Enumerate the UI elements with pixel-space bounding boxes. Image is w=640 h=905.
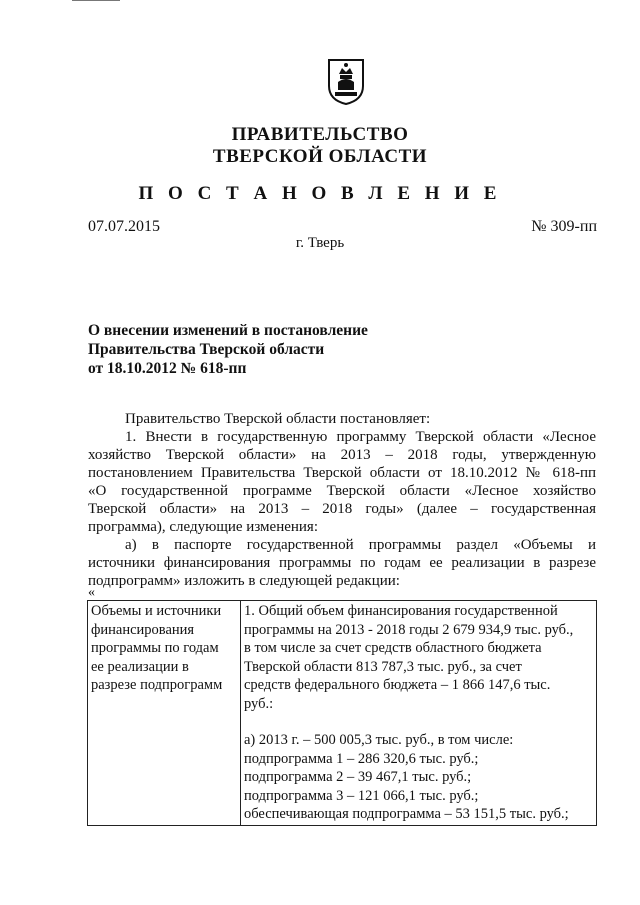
table-cell-label [88, 601, 241, 826]
paragraph-line: а) в паспорте государственной программы раздел «Объемы и [125, 537, 596, 553]
cell-line: 1. Общий объем финансирования государственной [244, 603, 558, 619]
subject-line: от 18.10.2012 № 618-пп [88, 360, 247, 377]
paragraph-line: программа), следующие изменения: [88, 519, 318, 535]
cell-line: Объемы и источники [91, 603, 222, 619]
scan-edge-mark [72, 0, 120, 1]
cell-line: средств федерального бюджета – 1 866 147,6 тыс. [244, 677, 551, 693]
table-row [88, 601, 597, 826]
cell-line: в том числе за счет средств областного бюджета [244, 640, 542, 656]
cell-line: программы на 2013 - 2018 годы 2 679 934,9 тыс. руб., [244, 621, 574, 638]
open-quote: « [88, 585, 95, 600]
intro-line: Правительство Тверской области постановляет: [125, 411, 431, 427]
program-passport-table [87, 600, 597, 826]
paragraph-line: хозяйство Тверской области» на 2013 – 2018 годы, утвержденную [88, 447, 596, 463]
paragraph-line: постановлением Правительства Тверской области от 18.10.2012 № 618-пп [88, 465, 596, 481]
cell-line: финансирования [91, 621, 195, 638]
paragraph-line: 1. Внести в государственную программу Тверской области «Лесное [125, 429, 596, 445]
subject-line: Правительства Тверской области [88, 341, 325, 358]
document-city: г. Тверь [295, 235, 345, 251]
cell-spacer [244, 713, 593, 731]
subject-line: О внесении изменений в постановление [88, 322, 368, 339]
document-number: № 309-пп [531, 218, 597, 235]
cell-line: разрезе подпрограмм [91, 677, 223, 693]
cell-line: ее реализации в [91, 658, 189, 675]
organization-title-line2: ТВЕРСКОЙ ОБЛАСТИ [212, 146, 428, 167]
paragraph-line: источники финансирования программы по годам ее реализации в разрезе [88, 555, 596, 571]
document-body [88, 410, 596, 590]
document-type: П О С Т А Н О В Л Е Н И Е [138, 183, 502, 204]
cell-line: руб.: [244, 695, 274, 712]
cell-line: подпрограмма 1 – 286 320,6 тыс. руб.; [244, 750, 479, 767]
cell-line: а) 2013 г. – 500 005,3 тыс. руб., в том числе: [244, 732, 514, 748]
paragraph-line: подпрограмм» изложить в следующей редакции: [88, 573, 400, 589]
cell-line: подпрограмма 2 – 39 467,1 тыс. руб.; [244, 769, 472, 785]
document-date: 07.07.2015 [88, 218, 160, 235]
cell-line: программы по годам [91, 640, 219, 656]
paragraph-line: «О государственной программе Тверской области «Лесное хозяйство [88, 483, 596, 499]
cell-line: подпрограмма 3 – 121 066,1 тыс. руб.; [244, 787, 479, 804]
coat-of-arms-icon [326, 56, 366, 106]
cell-line: Тверской области 813 787,3 тыс. руб., за счет [244, 658, 522, 675]
paragraph-line: Тверской области» на 2013 – 2018 годы» (далее – государственная [88, 501, 596, 517]
document-subject [88, 321, 368, 378]
organization-title-line1: ПРАВИТЕЛЬСТВО [231, 124, 409, 145]
table-cell-value [241, 601, 597, 826]
cell-line: обеспечивающая подпрограмма – 53 151,5 тыс. руб.; [244, 806, 569, 822]
